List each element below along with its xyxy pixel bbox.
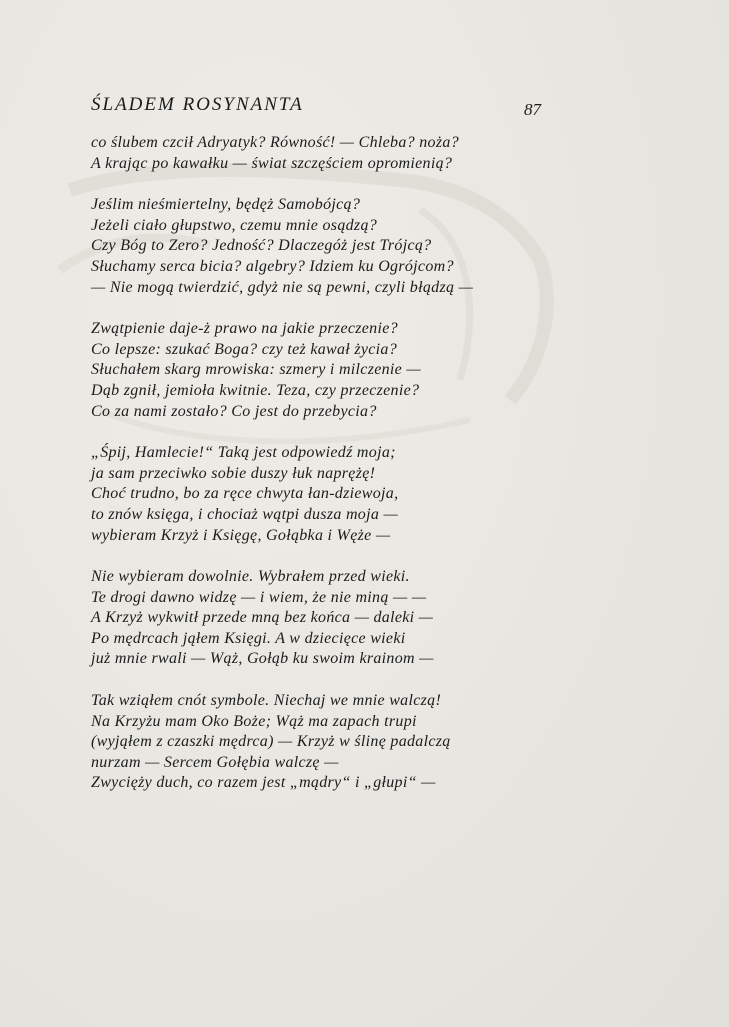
page-header bbox=[91, 94, 551, 124]
poem-line: Dąb zgnił, jemioła kwitnie. Teza, czy przeczenie? bbox=[91, 381, 420, 399]
poem-line: Te drogi dawno widzę — i wiem, że nie miną — — bbox=[91, 588, 427, 606]
poem-line: „Śpij, Hamlecie!“ Taką jest odpowiedź moja; bbox=[91, 444, 396, 462]
poem-line: A krając po kawałku — świat szczęściem opromienią? bbox=[91, 154, 453, 172]
stanza-6 bbox=[91, 691, 551, 794]
poem-line: Zwycięży duch, co razem jest „mądry“ i „głupi“ — bbox=[91, 774, 436, 792]
poem-line: Co lepsze: szukać Boga? czy też kawał życia? bbox=[91, 340, 398, 358]
stanza-1 bbox=[91, 133, 551, 174]
poem-line: — Nie mogą twierdzić, gdyż nie są pewni, czyli błądzą — bbox=[91, 278, 474, 296]
poem-line: to znów księga, i chociaż wątpi dusza moja — bbox=[91, 505, 398, 523]
poem-line: Co za nami zostało? Co jest do przebycia? bbox=[91, 402, 377, 420]
stanza-3 bbox=[91, 319, 551, 422]
poem-line: Choć trudno, bo za ręce chwyta łan-dziewoja, bbox=[91, 485, 399, 503]
poem-line: ja sam przeciwko sobie duszy łuk naprężę! bbox=[91, 464, 376, 482]
page-number: 87 bbox=[524, 100, 541, 119]
running-title: ŚLADEM ROSYNANTA bbox=[91, 94, 304, 115]
poem-line: wybieram Krzyż i Księgę, Gołąbka i Węże — bbox=[91, 526, 391, 544]
stanza-5 bbox=[91, 567, 551, 670]
poem-line: Czy Bóg to Zero? Jedność? Dlaczegóż jest Trójcą? bbox=[91, 237, 432, 255]
poem-line: Po mędrcach jąłem Księgi. A w dziecięce wieki bbox=[91, 629, 406, 647]
poem-line: (wyjąłem z czaszki mędrca) — Krzyż w ślinę padalczą bbox=[91, 733, 451, 751]
poem-line: Jeżeli ciało głupstwo, czemu mnie osądzą? bbox=[91, 216, 378, 234]
poem-line: Tak wziąłem cnót symbole. Niechaj we mnie walczą! bbox=[91, 692, 442, 710]
poem-line: Zwątpienie daje-ż prawo na jakie przeczenie? bbox=[91, 320, 398, 338]
stanza-4 bbox=[91, 443, 551, 546]
poem-line: nurzam — Sercem Gołębia walczę — bbox=[91, 753, 339, 771]
poem-line: już mnie rwali — Wąż, Gołąb ku swoim krainom — bbox=[91, 650, 434, 668]
poem-line: co ślubem czcił Adryatyk? Równość! — Chleba? noża? bbox=[91, 134, 459, 151]
poem-line: A Krzyż wykwitł przede mną bez końca — daleki — bbox=[91, 609, 434, 627]
poem-line: Słuchamy serca bicia? algebry? Idziem ku Ogrójcom? bbox=[91, 257, 454, 275]
poem-line: Jeślim nieśmiertelny, będęż Samobójcą? bbox=[91, 196, 361, 214]
poem-text bbox=[91, 133, 551, 815]
stanza-2 bbox=[91, 195, 551, 298]
poem-line: Słuchałem skarg mrowiska: szmery i milczenie — bbox=[91, 361, 421, 379]
poem-line: Na Krzyżu mam Oko Boże; Wąż ma zapach trupi bbox=[91, 712, 417, 730]
poem-line: Nie wybieram dowolnie. Wybrałem przed wieki. bbox=[91, 568, 410, 586]
